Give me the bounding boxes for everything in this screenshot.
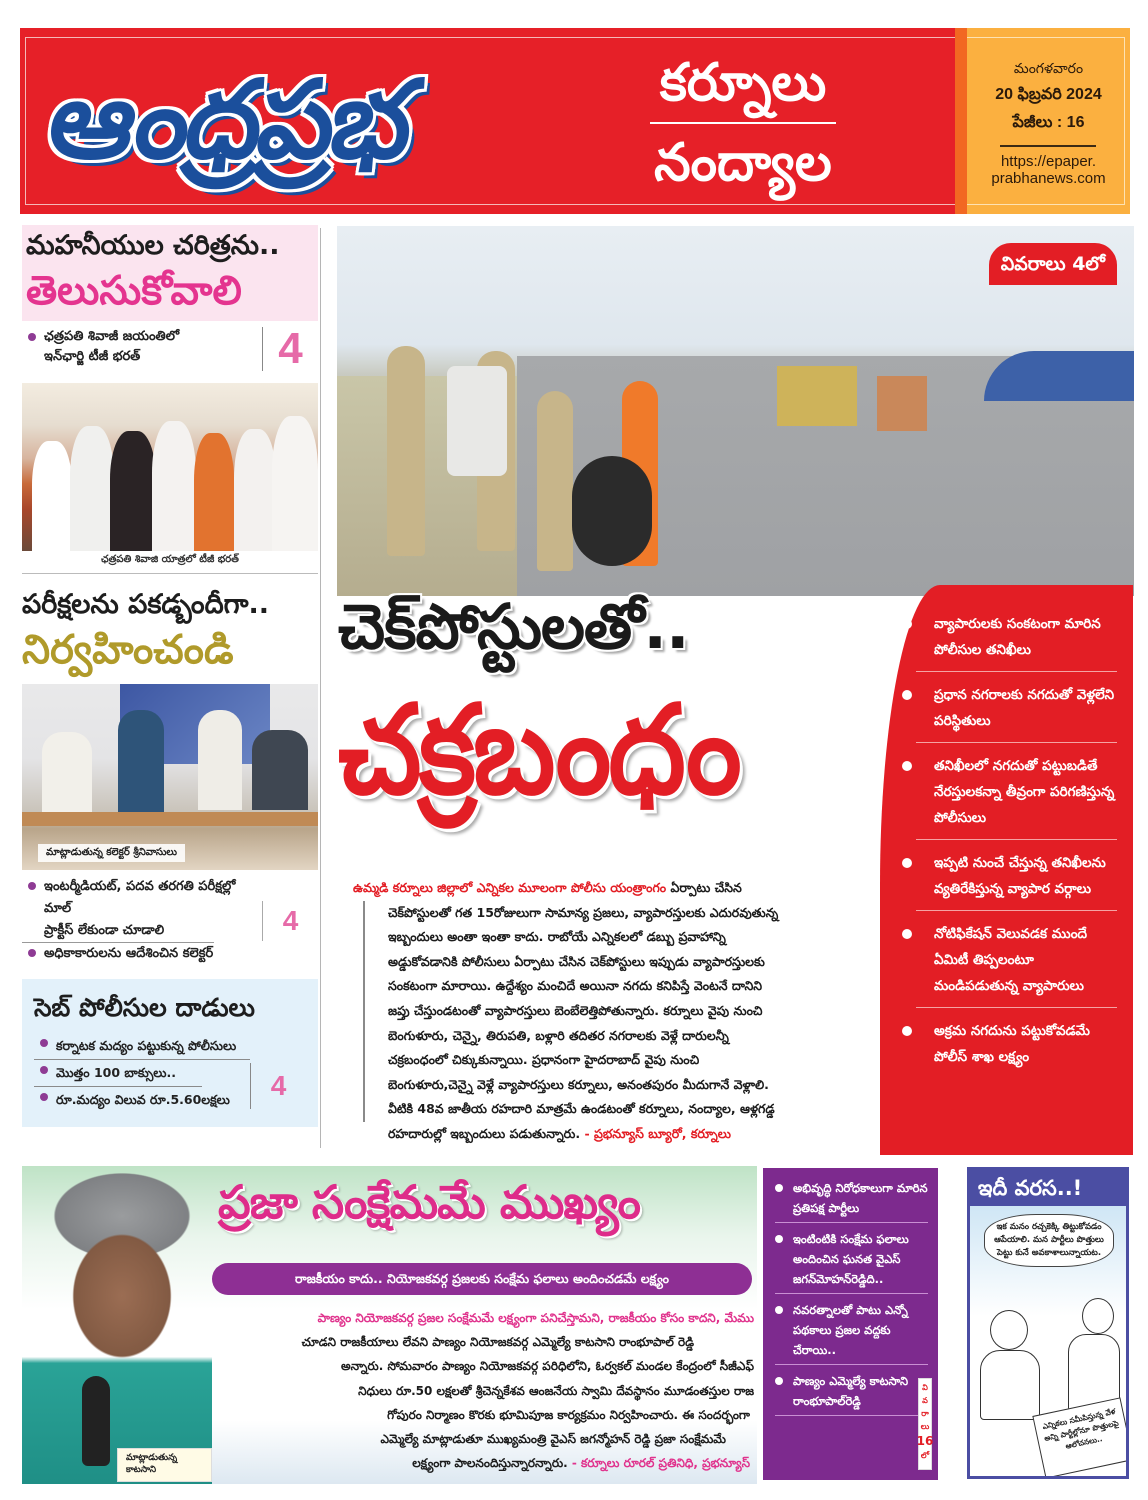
epaper-url-line1[interactable]: https://epaper. [1000,153,1097,170]
collector-meeting-photo [22,684,318,870]
photo-caption: ఛత్రపతి శివాజి యాత్రలో టీజీ భరత్ [22,551,318,574]
bullet-item: అధికాకారులను ఆదేశించిన కలెక్టర్ [22,943,262,965]
photo-figure [152,421,196,551]
highlight-item: నోటిఫికేషన్ వెలువడక ముందే ఏమిటీ తిప్పలంటూ మండిపడుతున్న వ్యాపారులు [916,921,1117,1008]
mla-welfare-feature[interactable] [22,1166,757,1484]
feature-line: గోపురం నిర్మాణం కొరకు భూమిపూజ కార్యక్రమం నిర్వహించారు. ఈ సందర్భంగా [387,1407,750,1422]
main-headline-title: చక్రబంధం [338,678,739,822]
highlight-item: ఇంటింటికి సంక్షేమ ఫలాలు అందించిన ఘనత వైఎస్ జగన్‌మోహన్‌రెడ్డిది.. [775,1229,928,1294]
photo-motorbike [572,456,652,566]
feature-highlights-box [763,1168,938,1480]
main-story-body [353,876,863,1147]
bullet-item: కర్నాటక మద్యం పట్టుకున్న పోలీసులు [34,1033,250,1060]
story-exams-bullets [22,876,318,965]
photo-figure [272,416,318,551]
feature-last-line [162,1451,754,1475]
photo-truck [877,376,927,431]
photo-figure [110,431,156,551]
feature-line: అన్నారు. సోమవారం పాణ్యం నియోజకవర్గ పరిధిలోని, ఓర్వకల్ మండల కేంద్రంలో సీజీఎఫ్ [340,1359,754,1374]
photo-desk [22,812,318,826]
story-lead-rest: ఏర్పాటు చేసిన [666,880,742,895]
highlight-item: వ్యాపారులకు సంకటంగా మారిన పోలీసుల తనిఖీలు [916,611,1117,672]
photo-figure [118,710,164,820]
sidebox-title: సెబ్ పోలీసుల దాడులు [34,993,255,1022]
photo-truck [777,366,857,426]
page-reference[interactable]: 4 [262,901,318,941]
page-reference[interactable]: 4 [250,1063,306,1109]
page-reference[interactable]: 4 [262,327,318,371]
shivaji-rally-photo [22,383,318,551]
feature-byline: - కర్నూలు రూరల్ ప్రతినిధి, ప్రభన్యూస్ [567,1456,750,1471]
photo-police-officer [387,346,425,556]
bullet-item: రూ.మద్యం విలువ రూ.5.60లక్షలు [34,1087,250,1113]
story-shivaji-headline: తెలుసుకోవాలి [26,268,242,314]
feature-line: నిధులు రూ.50 లక్షలతో శ్రీచెన్నకేశవ ఆంజనేయ స్వామి దేవస్థానం మూడంతస్తుల రాజ [358,1383,754,1398]
microphone [82,1376,110,1466]
issue-date: 20 ఫిబ్రవరి 2024 [995,86,1102,103]
photo-figure [252,730,308,810]
feature-headline: ప్రజా సంక్షేమమే ముఖ్యం [218,1175,640,1229]
checkpost-photo [337,226,1134,596]
edition-kurnool: కర్నూలు [659,53,827,113]
cartoon-figure-left-head [990,1310,1028,1350]
feature-line: చూడని రాజకీయాలు లేవని పాణ్యం నియోజకవర్గ ఎమ్మెల్యే కాటసాని రాంభూపాల్ రెడ్డి [301,1335,694,1350]
photo-caption: మాట్లాడుతున్న కలెక్టర్ శ్రీనివాసులు [38,844,185,862]
story-exams[interactable] [22,586,318,965]
cartoon-figure-right-head [1082,1298,1114,1334]
story-last-line [353,1122,863,1147]
page-count: పేజీలు : 16 [1012,114,1085,131]
logo-text: ఆంధ్రప్రభ [41,58,418,183]
bullet-item: ఇంటర్మీడియట్, పదవ తరగతి పరీక్షల్లో మాల్ [22,876,262,920]
highlight-item: ఇప్పటి నుంచే చేస్తున్న తనిఖీలను వ్యతిరేకిస్తున్న వ్యాపార వర్గాలు [916,850,1117,911]
photo-figure [42,732,92,812]
date-block [991,55,1105,187]
details-page-reference[interactable] [918,1378,932,1470]
highlights-box [880,585,1133,1155]
date-divider [1000,145,1096,147]
story-line: అడ్డుకోవడానికి పోలీసులు ఏర్పాటు చేసిన చెక్‌పోస్టులు ఇప్పుడు వ్యాపారస్తులకు [388,953,765,969]
story-line: చెక్‌పోస్టులతో గత 15రోజులుగా సామాన్య ప్రజలు, వ్యాపారస్తులకు ఎదురవుతున్న [388,904,779,920]
bullet-item-continued: ఇన్‌ఛార్జి టీజీ భరత్ [44,349,141,364]
feature-line: లక్ష్యంగా పాలనందిస్తున్నారన్నారు. [412,1456,568,1471]
highlight-item: ప్రధాన నగరాలకు నగదుతో వెళ్లలేని పరిస్థితులు [916,682,1117,743]
highlight-item: నవరత్నాలతో పాటు ఎన్నో పథకాలు ప్రజల వద్దకు చేరాయి.. [775,1300,928,1365]
story-exams-kicker: పరీక్షలను పకడ్బందీగా.. [22,589,270,620]
photo-caption: మాట్లాడుతున్న కాటసాని [117,1448,212,1482]
ref-page-number: 16 [916,1434,934,1448]
ref-suffix: లో [920,1451,930,1460]
photo-figure [194,433,234,551]
story-line: బెంగుళూరు,చెన్నై వెళ్లే వ్యాపారస్తులు కర్నూలు, అనంతపురం మీదుగానే వెళ్లాలి. [388,1076,769,1092]
photo-figure [70,426,114,551]
bullet-item: ఛత్రపతి శివాజీ జయంతిలో [22,327,262,347]
sidebox-bullets [34,1033,306,1113]
ref-char: వి [922,1383,928,1392]
masthead-date-panel [967,28,1130,214]
masthead [20,28,1130,214]
main-headline-kicker: చెక్‌పోస్టులతో.. [338,590,689,663]
masthead-orange-strip [955,28,967,214]
story-shivaji[interactable] [22,225,318,574]
photo-figure [234,429,276,551]
story-line: రహదారుల్లో ఇబ్బందులు పడుతున్నారు. [388,1125,581,1141]
cartoon-caption-sign: ఎన్నికలు సమీపిస్తున్న వేళ అన్ని పార్టీల్లోనూ పొత్తులపై ఆలోచనలు.. [1032,1397,1129,1478]
story-byline: - ప్రభన్యూస్ బ్యూరో, కర్నూలు [580,1125,731,1141]
story-lead-line [353,876,863,901]
ref-char: వ [922,1396,928,1405]
main-headline[interactable] [338,588,868,822]
story-paragraph [363,901,863,1122]
edition-names [638,48,848,198]
edition-nandyal: నంద్యాల [654,133,832,193]
story-shivaji-kicker: మహనీయుల చరిత్రను.. [26,230,280,261]
bullet-item-continued: ప్రాక్టీస్ లేకుండా చూడాలి [22,920,214,943]
photo-police-officer [537,391,573,571]
photo-figure [198,710,242,810]
story-lead: ఉమ్మడి కర్నూలు జిల్లాలో ఎన్నికల మూలంగా పోలీసు యంత్రాంగం [353,880,667,895]
story-line: వీటికి 48వ జాతీయ రహదారి మాత్రమే ఉండటంతో కర్నూలు, నంద్యాల, ఆళ్లగడ్డ [388,1101,775,1117]
story-shivaji-bullets [22,324,318,373]
feature-lead: పాణ్యం నియోజకవర్గ ప్రజల సంక్షేమమే లక్ష్యంగా పనిచేస్తామని, రాజకీయం కోసం కాదని, మేము [317,1311,754,1325]
story-line: సంకటంగా మారాయి. ఉద్దేశ్యం మంచిదే అయినా నగదు కనిపిస్తే వెంటనే దానిని [388,978,763,994]
highlight-item: అభివృద్ధి నిరోధకాలుగా మారిన ప్రతిపక్ష పార్టీలు [775,1178,928,1223]
photo-figure [32,441,72,551]
highlight-item: తనిఖీలలో నగదుతో పట్టుబడితే నేరస్తులకన్నా తీవ్రంగా పరిగణిస్తున్న పోలీసులు [916,753,1117,840]
bullet-item: మొత్తం 100 బాక్సులు.. [34,1060,202,1087]
story-line: చక్రబంధంలో చిక్కుకున్నాయి. ప్రధానంగా హైదరాబాద్ వైపు నుంచి [388,1052,700,1068]
story-line: జప్తు చేస్తుండటంతో వ్యాపారస్తులు బెంబేలెత్తిపోతున్నారు. కర్నూలు వైపు నుంచి [388,1002,763,1018]
newspaper-logo[interactable] [41,46,570,196]
speech-bubble: ఇక మనం రచ్చకెక్కి తిట్టుకోవడం ఆపేయాలి. మన పార్టీలు పొత్తులు పెట్టు కునే అవకాశాలున్నాయట. [984,1214,1114,1267]
details-on-page-badge[interactable]: వివరాలు 4లో [989,243,1117,285]
left-column [22,225,318,1127]
edition-divider [650,122,836,124]
story-line: ఇబ్బందులు అంతా ఇంతా కాదు. రాబోయే ఎన్నికలలో డబ్బు ప్రవాహాన్ని [388,929,726,945]
masthead-red-panel [20,28,955,214]
highlight-item: పాణ్యం ఎమ్మెల్యే కాటసాని రాంభూపాల్‌రెడ్డి [775,1371,928,1416]
column-divider [320,228,321,1148]
ref-char: లు [920,1422,930,1431]
cartoon-figure-left-body [980,1350,1040,1420]
feature-line: ఎమ్మెల్యే మాట్లాడుతూ ముఖ్యమంత్రి వైఎస్ జగన్మోహన్ రెడ్డి ప్రజా సంక్షేమమే [380,1432,726,1447]
ref-char: రా [921,1409,929,1418]
story-line: బెంగుళూరు, చెన్నై, తిరుపతి, బళ్లారి తదితర నగరాలకు వెళ్లే దారులన్నీ [388,1027,729,1043]
seb-police-raids-box[interactable] [22,979,318,1127]
epaper-url-line2[interactable]: prabhanews.com [991,170,1106,187]
cartoon-title: ఇదీ వరస..! [970,1170,1126,1206]
highlight-item: అక్రమ నగదును పట్టుకోవడమే పోలీస్ శాఖ లక్ష్యం [916,1018,1117,1078]
feature-body [162,1306,754,1475]
story-shivaji-header [22,225,318,321]
story-exams-headline: నిర్వహించండి [22,627,234,673]
weekday: మంగళవారం [1013,60,1084,76]
editorial-cartoon[interactable] [967,1167,1129,1479]
photo-umbrella [984,351,1134,401]
photo-car [447,366,507,476]
feature-subhead: రాజకీయం కాదు.. నియోజకవర్గ ప్రజలకు సంక్షేమ ఫలాలు అందించడమే లక్ష్యం [212,1263,752,1295]
